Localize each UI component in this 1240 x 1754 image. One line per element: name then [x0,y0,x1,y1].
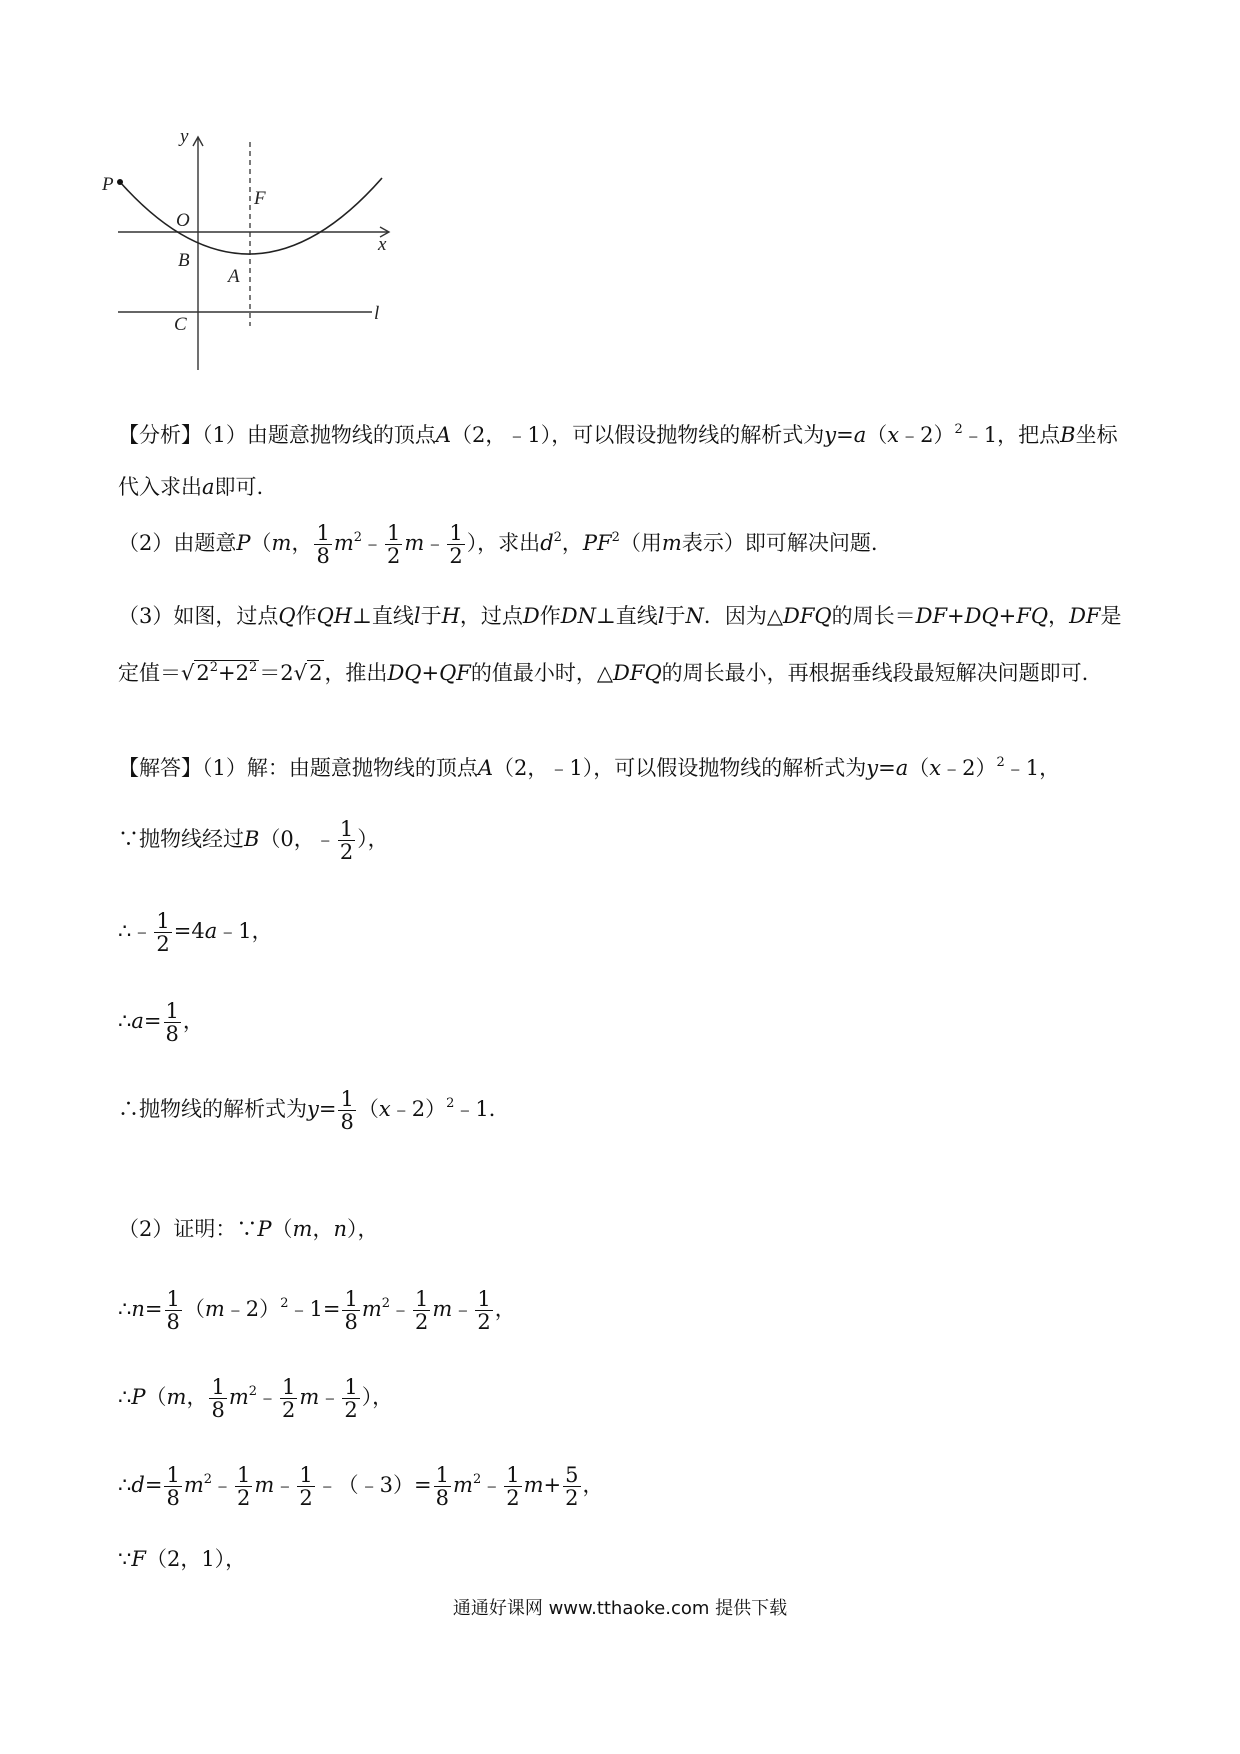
label-c: C [174,314,187,335]
answer-line-10: ∵F（2，1）， [118,1547,247,1571]
answer-line-9: ∴d= $\frac{1}{8}$ $m^2﹣$ $\frac{1}{2}$ m﹣ $\frac{1}{2}$ ﹣（﹣3）= $\frac{1}{8}$ $m^2﹣$ $\frac{1}{2}$ m+ $\frac{5}{2}$ ， [118,1463,604,1510]
analysis-part3: （3）如图，过点Q作QH⊥直线l于H，过点D作DN⊥直线l于N．因为△DFQ的周长＝DF+DQ+FQ，DF是定值$=√2^2+2^2=2√2$，推出DQ+QF的值最小时，△DFQ的周长最小，再根据垂线段最短解决问题即可. [118,590,1128,699]
page-footer: 通通好课网 www.tthaoke.com 提供下载 [452,1598,788,1619]
fraction-1-2: $\frac{1}{2}$ [387,521,401,568]
sqrt-expression: $√2^2+2^2$ [181,660,258,685]
answer-line-7: ∴n= $\frac{1}{8}$ （m﹣2）$^2$﹣1= $\frac{1}{8}$ $m^2﹣$ $\frac{1}{2}$ m﹣ $\frac{1}{2}$ ， [118,1287,516,1334]
parabola-curve [120,178,382,254]
label-l: l [374,303,380,324]
answer-line-8: ∴P（m， $\frac{1}{8}$ $m^2﹣$ $\frac{1}{2}$ m﹣ $\frac{1}{2}$ ）， [118,1375,394,1422]
answer-line-5: ∴抛物线的解析式为y= $\frac{1}{8}$ （x﹣2）$^2$﹣1． [118,1087,510,1134]
parabola-figure [102,126,450,390]
label-x: x [378,234,387,255]
label-o: O [176,210,190,231]
answer-line-4: ∴a= $\frac{1}{8}$ ， [118,999,204,1046]
label-p: P [102,174,114,195]
label-f: F [254,188,266,209]
fraction-1-8: $\frac{1}{8}$ [316,521,330,568]
point-p [117,179,123,185]
sqrt-2: √2 [293,661,323,685]
label-a: A [228,266,240,287]
label-y: y [180,126,189,147]
answer-line-1: 【解答】（1）解：由题意抛物线的顶点A（2，﹣1），可以假设抛物线的解析式为y=a（x﹣2）$^2$﹣1， [118,755,1061,780]
fraction-1-2: $\frac{1}{2}$ [449,521,463,568]
analysis-part2: （2）由题意P（m， $\frac{1}{8}$ $m^2﹣$ $\frac{1}{2}$ m﹣ $\frac{1}{2}$ ），求出$d^2$，$PF^2$（用m表示）即可解决问题. [118,521,878,568]
answer-line-2: ∵抛物线经过B（0，﹣ $\frac{1}{2}$ ）， [118,817,389,864]
analysis-part1: 【分析】（1）由题意抛物线的顶点A（2，﹣1），可以假设抛物线的解析式为y=a（x﹣2）$^2$﹣1，把点B坐标代入求出a即可. [118,422,1118,499]
answer-line-3: ∴﹣ $\frac{1}{2}$ =4a﹣1， [118,909,273,956]
answer-line-6: （2）证明：∵P（m，n）， [118,1217,379,1241]
label-b: B [178,250,190,271]
